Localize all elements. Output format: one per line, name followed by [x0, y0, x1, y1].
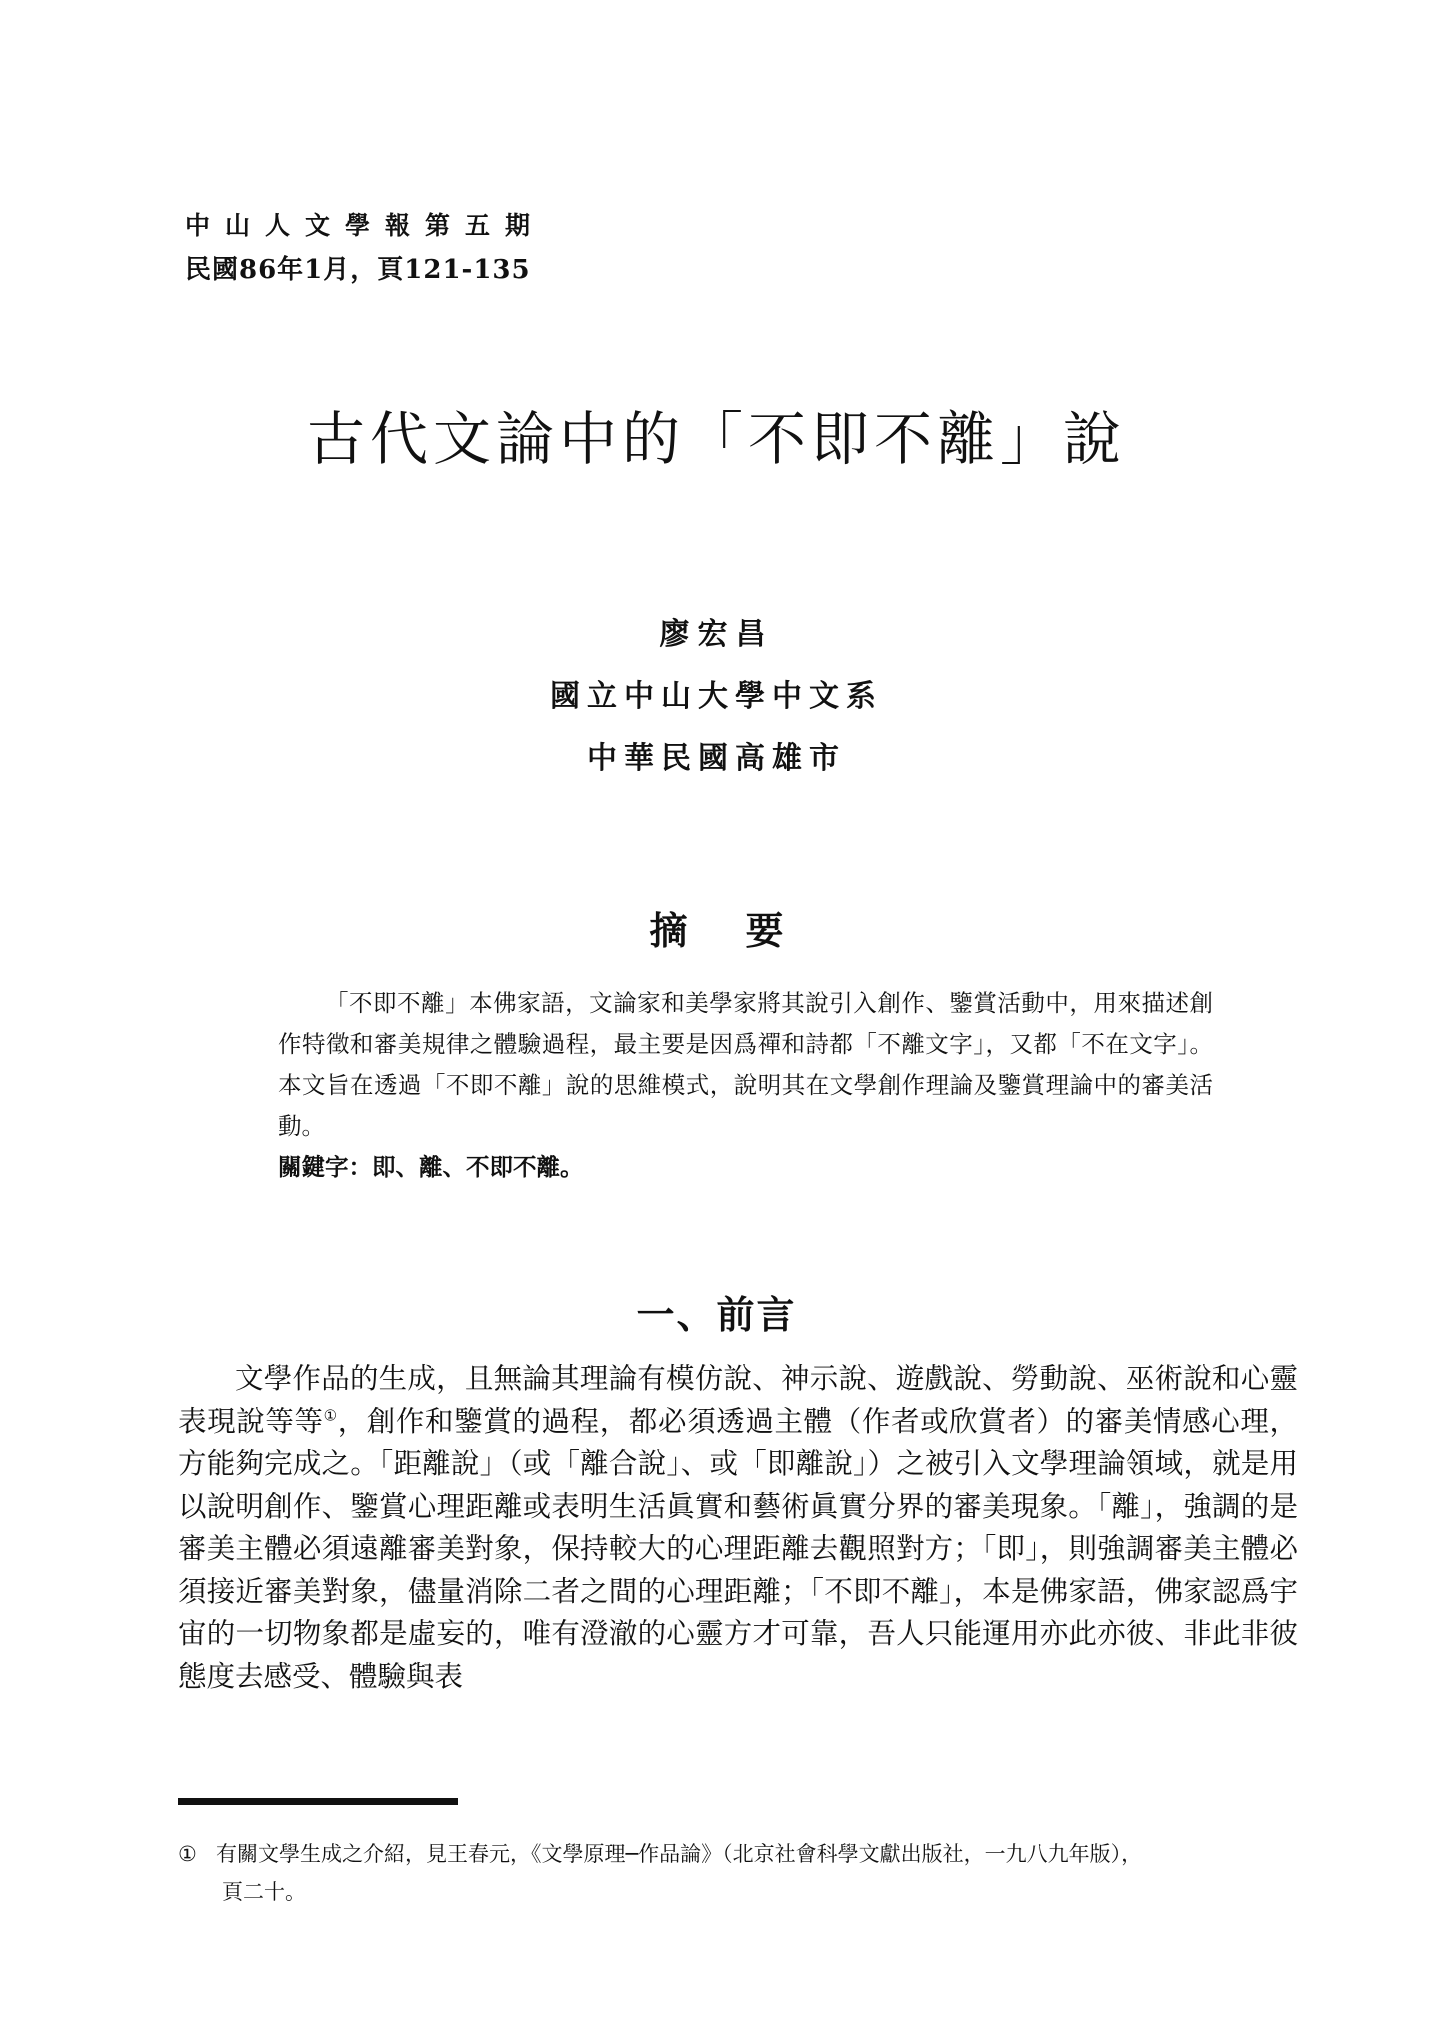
- author-name: 廖宏昌: [659, 617, 774, 652]
- abstract-body: [278, 983, 1213, 1188]
- abstract-text: 「不即不離」本佛家語，文論家和美學家將其說引入創作、鑒賞活動中，用來描述創作特徵和審美規律之體驗過程，最主要是因爲禪和詩都「不離文字」，又都「不在文字」。本文旨在透過「不即不離」說的思維模式，說明其在文學創作理論及鑒賞理論中的審美活動。: [278, 989, 1213, 1140]
- body-text-part1: 文學作品的生成，且無論其理論有模仿說、神示說、遊戲說、勞動說、巫術說和心靈表現說等等: [178, 1362, 1298, 1438]
- footnote: [178, 1835, 1298, 1911]
- footnote-mark: ①: [178, 1842, 197, 1866]
- keywords: 關鍵字：即、離、不即不離。: [278, 1153, 584, 1181]
- author-department: 國立中山大學中文系: [550, 679, 883, 714]
- footnote-reference[interactable]: ①: [323, 1406, 338, 1424]
- section-body: [178, 1358, 1298, 1698]
- issue-line: 民國86年1月，頁121-135: [185, 255, 531, 285]
- footnote-rule: [178, 1798, 458, 1805]
- author-block: [0, 604, 1433, 790]
- paper-title: 古代文論中的「不即不離」說: [306, 405, 1126, 473]
- author-location: 中華民國高雄市: [587, 741, 846, 776]
- footnote-line2: 頁二十。: [222, 1880, 306, 1904]
- body-text-part2: ，創作和鑒賞的過程，都必須透過主體（作者或欣賞者）的審美情感心理，方能夠完成之。「距離說」（或「離合說」、或「即離說」）之被引入文學理論領域，就是用以說明創作、鑒賞心理距離或表明生活眞實和藝術眞實分界的審美現象。「離」，強調的是審美主體必須遠離審美對象，保持較大的心理距離去觀照對方；「即」，則強調審美主體必須接近審美對象，儘量消除二者之間的心理距離；「不即不離」，本是佛家語，佛家認爲宇宙的一切物象都是虛妄的，唯有澄澈的心靈方才可靠，吾人只能運用亦此亦彼、非此非彼態度去感受、體驗與表: [178, 1404, 1298, 1693]
- body-paragraph: [178, 1358, 1298, 1698]
- footnote-line1: 有關文學生成之介紹，見王春元，《文學原理─作品論》（北京社會科學文獻出版社，一九八九年版），: [216, 1842, 1143, 1866]
- journal-info: [185, 206, 545, 290]
- abstract-heading: 摘要: [649, 909, 842, 953]
- section-heading: 一、前言: [636, 1293, 797, 1337]
- journal-name: 中山人文學報第五期: [185, 211, 546, 240]
